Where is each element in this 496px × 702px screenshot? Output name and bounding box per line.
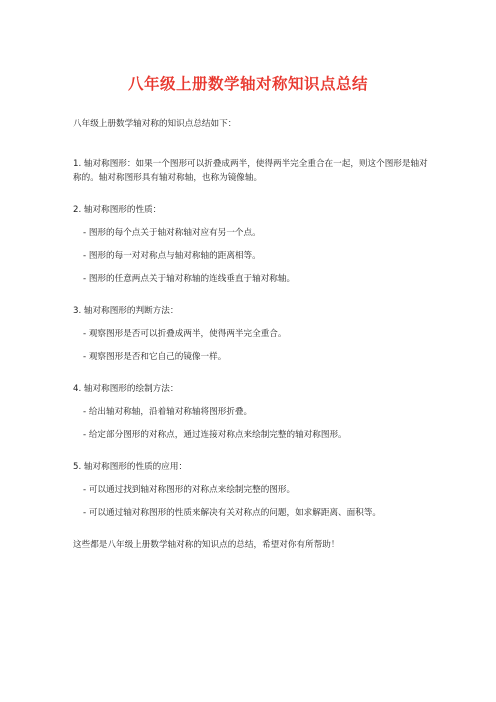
section-1 [73, 157, 433, 185]
list-item: - 图形的每个点关于轴对称轴对应有另一个点。 [83, 228, 261, 238]
section-heading: 4. 轴对称图形的绘制方法： [73, 384, 179, 394]
section-heading: 1. 轴对称图形：如果一个图形可以折叠成两半，使得两半完全重合在一起，则这个图形是轴对称的。轴对称图形具有轴对称轴，也称为镜像轴。 [73, 159, 428, 183]
section-heading: 2. 轴对称图形的性质： [73, 205, 162, 215]
list-item: - 观察图形是否和它自己的镜像一样。 [83, 352, 227, 362]
section-3 [73, 304, 433, 364]
section-items [73, 483, 433, 520]
list-item: - 图形的任意两点关于轴对称轴的连线垂直于轴对称轴。 [83, 274, 296, 284]
section-items [73, 226, 433, 286]
document-body [73, 117, 433, 552]
section-heading: 5. 轴对称图形的性质的应用： [73, 462, 188, 472]
list-item: - 可以通过找到轴对称图形的对称点来绘制完整的图形。 [83, 485, 296, 495]
section-items [73, 405, 433, 442]
section-heading: 3. 轴对称图形的判断方法： [73, 306, 179, 316]
closing-paragraph: 这些都是八年级上册数学轴对称的知识点的总结，希望对你有所帮助！ [73, 540, 340, 550]
section-items [73, 327, 433, 364]
section-5 [73, 460, 433, 520]
section-2 [73, 203, 433, 286]
list-item: - 可以通过轴对称图形的性质来解决有关对称点的问题，如求解距离、面积等。 [83, 508, 382, 518]
page-title: 八年级上册数学轴对称知识点总结 [127, 75, 368, 93]
intro-paragraph: 八年级上册数学轴对称的知识点总结如下： [73, 119, 237, 129]
list-item: - 图形的每一对对称点与轴对称轴的距离相等。 [83, 251, 261, 261]
list-item: - 给出轴对称轴，沿着轴对称轴将图形折叠。 [83, 407, 253, 417]
section-4 [73, 382, 433, 442]
list-item: - 观察图形是否可以折叠成两半，使得两半完全重合。 [83, 329, 287, 339]
list-item: - 给定部分图形的对称点，通过连接对称点来绘制完整的轴对称图形。 [83, 430, 347, 440]
